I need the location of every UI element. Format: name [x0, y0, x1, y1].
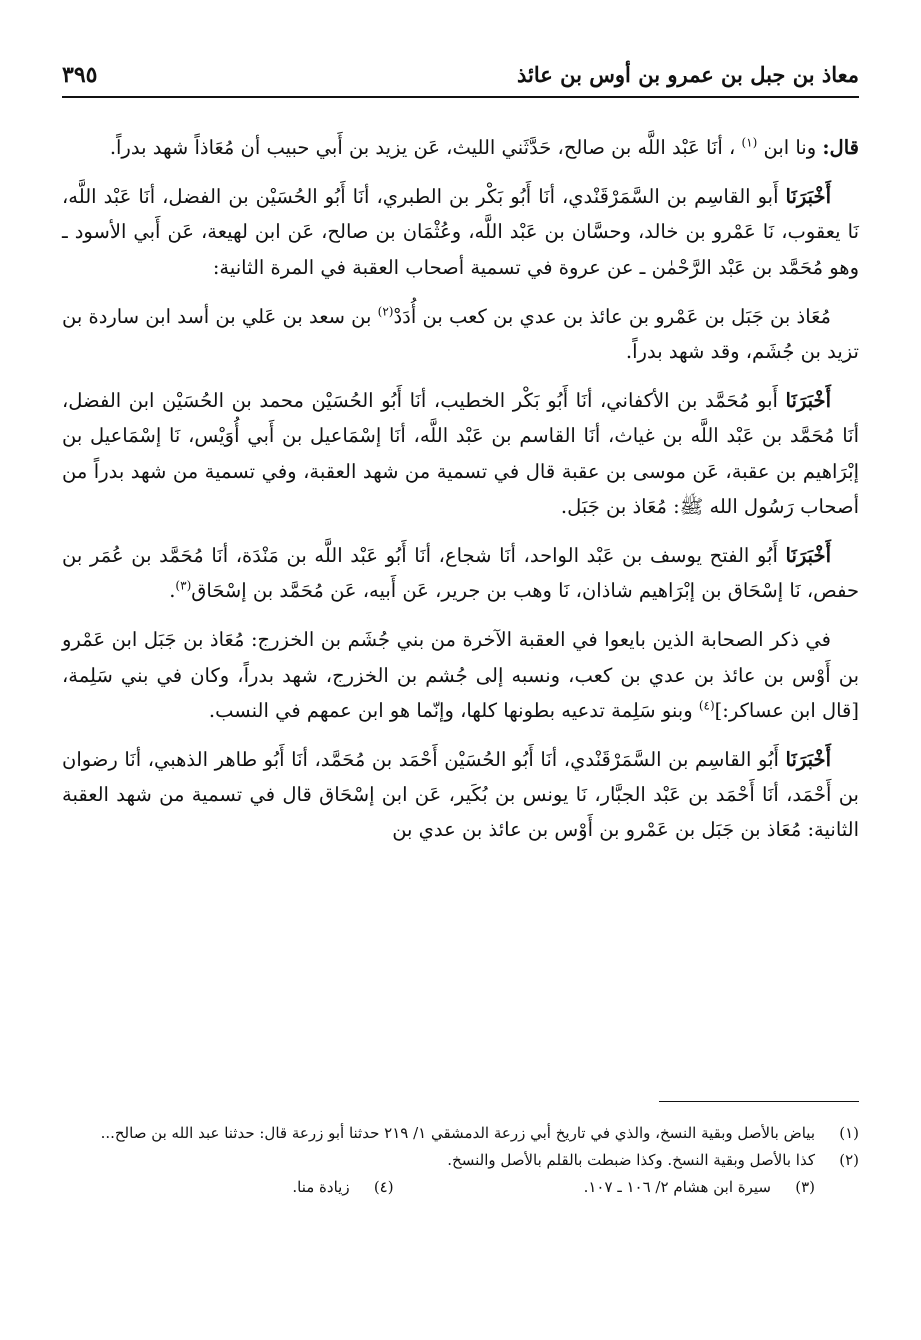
paragraph: [62, 179, 859, 285]
footnote-ref[interactable]: (٤): [698, 698, 715, 713]
footnote-ref[interactable]: (٢): [377, 304, 394, 319]
paragraph-text: وبنو سَلِمة تدعيه بطونها كلها، وإنّما هو ابن عمهم في النسب.: [208, 698, 699, 722]
paragraph: [62, 383, 859, 524]
footnote-number: (٢): [839, 1151, 859, 1169]
paragraph: [62, 622, 859, 728]
paragraph: [62, 742, 859, 848]
footnote: [292, 1174, 393, 1201]
footnote-number: (١): [839, 1124, 859, 1142]
paragraph-text: .: [169, 579, 176, 603]
paragraph-text: أَبو مُحَمَّد بن الأكفاني، أنَا أَبُو بَكْر الخطيب، أنَا أَبُو الحُسَيْن محمد بن الحُسَيْن ابن الفضل، أنَا مُحَمَّد بن عَبْد اللَّه بن غياث، أنَا القاسم بن عَبْد اللَّه، أنَا إسْمَاعيل بن أَبي أُوَيْس، نَا إسْمَاعيل بن إبْرَاهيم بن عقبة، عَن موسى بن عقبة قال في تسمية من شهد العقبة، وفي تسمية من شهد بدراً من أصحاب رَسُول الله ﷺ: مُعَاذ بن جَبَل.: [62, 389, 859, 518]
footnote-text: سيرة ابن هشام ٢/ ١٠٦ ـ ١٠٧.: [583, 1178, 771, 1196]
footnote-row: [62, 1174, 859, 1201]
page-header: [62, 58, 859, 98]
paragraph-lead: أَخْبَرَنَا: [785, 544, 831, 568]
paragraph-lead: أَخْبَرَنَا: [785, 748, 831, 772]
header-rule: [62, 96, 859, 98]
paragraph-text: أَبُو الفتح يوسف بن عَبْد الواحد، أنَا شجاع، أنَا أَبُو عَبْد اللَّه بن مَنْدَة، أنَا مُحَمَّد بن عُمَر بن حفص، نَا إسْحَاق بن إبْرَاهيم شاذان، نَا وهب بن جرير، عَن أَبيه، عَن مُحَمَّد بن إسْحَاق: [62, 544, 859, 603]
paragraph-lead: قال:: [822, 136, 859, 159]
page-number: ٣٩٥: [62, 62, 98, 88]
footnote: [62, 1120, 859, 1147]
paragraph-text: أَبو القاسِم بن السَّمَرْقَنْدي، أنَا أَبُو بَكْر بن الطبري، أنَا أَبُو الحُسَيْن بن الفضل، أنَا عَبْد اللَّه، نَا يعقوب، نَا عَمْرو بن خالد، وحسَّان بن عَبْد اللَّه، وعُثْمَان بن صالح، عَن ابن لهيعة، عَن أَبي الأسود ـ وهو مُحَمَّد بن عَبْد الرَّحْمٰن ـ عن عروة في تسمية أصحاب العقبة في المرة الثانية:: [62, 185, 859, 279]
paragraph-lead: أَخْبَرَنَا: [785, 389, 831, 413]
paragraph: [62, 538, 859, 608]
paragraph-text: أَبُو القاسِم بن السَّمَرْقَنْدي، أنَا أَبُو الحُسَيْن أَحْمَد بن مُحَمَّد، أنَا أَبُو طاهر الذهبي، أنَا رضوان بن أَحْمَد، أنَا أَحْمَد بن عَبْد الجبَّار، نَا يونس بن بُكَير، عَن ابن إسْحَاق قال في تسمية من شهد العقبة الثانية: مُعَاذ بن جَبَل بن عَمْرو بن أَوْس بن عائذ بن عدي بن: [62, 748, 859, 842]
footnote: [584, 1174, 815, 1201]
footnote-number: (٤): [373, 1178, 394, 1196]
paragraph: [62, 130, 859, 165]
footnote-separator: [659, 1101, 859, 1102]
footnote-text: زيادة منا.: [292, 1178, 350, 1196]
footnote: [62, 1147, 859, 1174]
footnote-ref[interactable]: (٣): [175, 578, 192, 593]
running-title: معاذ بن جبل بن عمرو بن أوس بن عائذ: [517, 62, 859, 87]
paragraph-text: ونا ابن: [757, 136, 823, 159]
paragraph-text: بن سعد بن عَلي بن أسد ابن ساردة بن تزيد بن جُشَم، وقد شهد بدراً.: [62, 304, 859, 364]
paragraph-text: في ذكر الصحابة الذين بايعوا في العقبة الآخرة من بني جُشَم بن الخزرج: مُعَاذ بن جَبَل ابن عَمْرو بن أَوْس بن عائذ بن عدي بن كعب، ونسبه إلى جُشم بن الخزرج، شهد بدراً، وكان في بني سَلِمة، [قال ابن عساكر:]: [62, 628, 859, 722]
footnote-ref[interactable]: (١): [741, 135, 758, 150]
paragraph-text: ، أنَا عَبْد اللَّه بن صالح، حَدَّثَني الليث، عَن يزيد بن أَبي حبيب أن مُعَاذاً شهد بدراً.: [109, 136, 742, 159]
footnotes: [62, 1120, 859, 1201]
footnote-text: بياض بالأصل وبقية النسخ، والذي في تاريخ أبي زرعة الدمشقي ١/ ٢١٩ حدثنا أبو زرعة قال: حدثنا عبد الله بن صالح...: [100, 1124, 815, 1142]
footnote-text: كذا بالأصل وبقية النسخ. وكذا ضبطت بالقلم بالأصل والنسخ.: [447, 1151, 815, 1169]
paragraph: [62, 299, 859, 369]
main-text: [62, 130, 859, 862]
paragraph-text: مُعَاذ بن جَبَل بن عَمْرو بن عائذ بن عدي بن كعب بن أُدَدْ: [393, 304, 831, 328]
footnote-number: (٣): [795, 1178, 815, 1196]
paragraph-lead: أَخْبَرَنَا: [785, 185, 831, 209]
